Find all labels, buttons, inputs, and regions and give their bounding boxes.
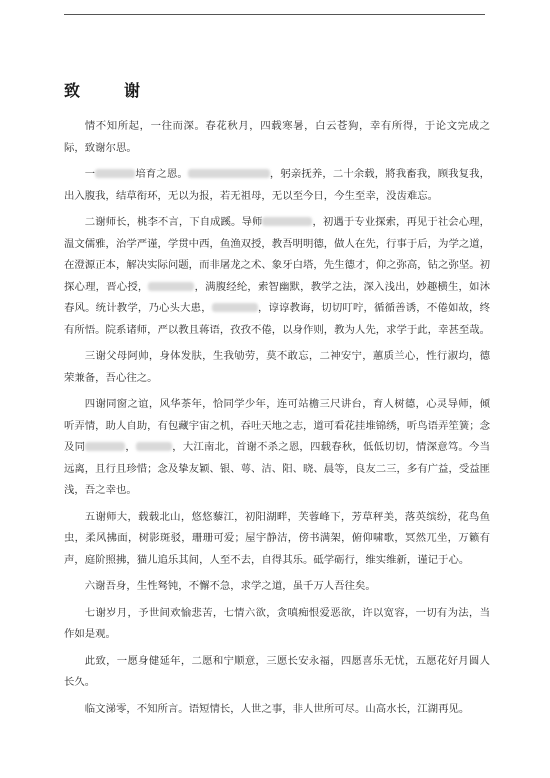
paragraph-intro bbox=[64, 116, 490, 159]
paragraph-text: 七谢岁月，予世间欢愉悲苦，七情六欲，贪嗔痴恨爱恶欲，许以宽容，一切有为法，当作如是观。 bbox=[64, 606, 490, 640]
paragraph-text: 一 bbox=[84, 168, 96, 180]
paragraph-text: ，初遇于专业探索，再见于社会心理，温文儒雅，治学严谨，学贯中西，鱼渔双授，教吾明明德，做人在先，行事于后，为学之道，在澄源正本，解决实际问题，而非屠龙之术、象牙白塔，先生德才，仰之弥高，钻之弥坚。初探心理，晋心授， bbox=[64, 216, 491, 293]
paragraph-text: 五谢师大，载载北山，悠悠藜江，初阳湖畔，芙蓉峰下，芳草秤美，落英缤纷，花鸟鱼虫，柔风拂面，树影斑驳，珊珊可爱；屋宇静洁，傍书满架，俯仰啸歌，冥然兀坐，万籁有声，庭阶照拂，猫儿追乐其间，人至不去，自得其乐。砥学砺行，维实维新，谨记于心。 bbox=[64, 510, 490, 566]
redacted-name bbox=[85, 442, 125, 451]
redacted-name bbox=[212, 303, 258, 312]
paragraph-text: 四谢同窗之谊，风华茶年，恰同学少年，连可站檐三尺讲台，育人树德，心灵导师，倾听弄情，助人自助，有包藏宇宙之机，吞吐天地之志，道可看花挂堆锦绣，听鸟语弄笙簧；念及同 bbox=[64, 398, 491, 453]
paragraph-text: 二谢师长，桃李不言，下自成蹊。导师 bbox=[84, 216, 263, 228]
paragraph-text: 临文涕零，不知所言。语短情长，人世之事，非人世所可尽。山高水长，江湖再见。 bbox=[84, 702, 470, 715]
page-title: 致 谢 bbox=[64, 81, 155, 100]
paragraph-text: ，躬亲抚养，二十余载，將我畜我，顾我复我，出入腹我，结草衔环，无以为报，若无祖母，无以至今日，今生至幸，没齿难忘。 bbox=[64, 168, 491, 202]
paragraph-thanks-7 bbox=[64, 603, 490, 646]
redacted-name bbox=[262, 217, 312, 226]
paragraph-thanks-5 bbox=[64, 507, 490, 572]
header-rule bbox=[64, 14, 485, 15]
redacted-name bbox=[136, 442, 172, 451]
paragraph-text: ，大江南北，首谢不杀之恩，四载春秋，低低切切，情深意笃。今当远离，且行且珍惜；念及挚友颖、银、萼、洁、阳、晓、晨等，良友二三，多有广益，受益匪浅，吾之幸也。 bbox=[64, 441, 491, 496]
paragraph-thanks-4 bbox=[64, 394, 490, 502]
redacted-name bbox=[148, 282, 194, 291]
paragraph-text: 六谢吾身，生性驽钝，不懈不急，求学之道，虽千万人吾往矣。 bbox=[84, 580, 376, 592]
redacted-name bbox=[188, 169, 270, 178]
redacted-name bbox=[95, 169, 135, 178]
paragraph-text: 培育之恩。 bbox=[135, 168, 188, 180]
paragraph-text: 三谢父母阿帅，身体发肤，生我劬劳，莫不敢忘，二神安宁，蕙质兰心，性行淑均，德荣兼备，吾心往之。 bbox=[64, 350, 490, 384]
paragraph-text: 情不知所起，一往而深。春花秋月，四载寒暑，白云苍狗，幸有所得，于论文完成之际，致谢尔思。 bbox=[64, 120, 490, 154]
paragraph-text: ，满腹经纶，索智幽默，教学之法，深入浅出，妙趣横生，如沐春风。统计教学，乃心头大患， bbox=[64, 280, 491, 314]
paragraph-thanks-6 bbox=[64, 576, 490, 598]
paragraph-closing bbox=[64, 699, 490, 721]
paragraph-wishes bbox=[64, 651, 490, 694]
paragraph-thanks-3 bbox=[64, 346, 490, 389]
paragraph-thanks-2 bbox=[64, 212, 490, 341]
paragraph-text: ，谆谆教诲，切切叮咛，循循善诱，不倦如故，终有所悟。院系诸师，严以教且蒋语，孜孜不倦，以身作则，教为人先，求学于此，幸甚至哉。 bbox=[64, 302, 491, 336]
paragraph-text: ， bbox=[125, 441, 137, 453]
paragraph-text: 此致，一愿身健延年，二愿和宁顺意，三愿长安永福，四愿喜乐无忧，五愿花好月圆人长久。 bbox=[64, 654, 490, 688]
paragraph-thanks-1 bbox=[64, 164, 490, 207]
acknowledgement-body bbox=[64, 116, 490, 725]
